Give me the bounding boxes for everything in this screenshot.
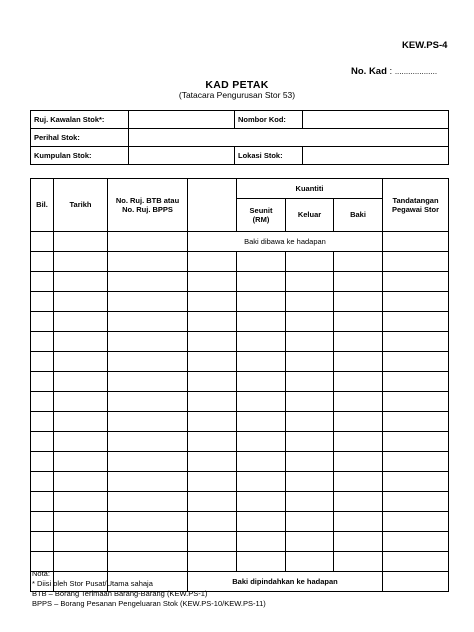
- table-cell[interactable]: [54, 452, 108, 472]
- table-cell[interactable]: [237, 392, 286, 412]
- table-cell[interactable]: [108, 252, 188, 272]
- note-line: BPPS – Borang Pesanan Pengeluaran Stok (KEW.PS-10/KEW.PS-11): [32, 599, 266, 608]
- seunit-header: [237, 199, 286, 232]
- blank-header-cell: [188, 179, 237, 232]
- table-cell[interactable]: [31, 352, 54, 372]
- page-title: KAD PETAK: [205, 79, 269, 91]
- table-cell[interactable]: [31, 432, 54, 452]
- table-cell[interactable]: [286, 432, 334, 452]
- table-cell[interactable]: [108, 372, 188, 392]
- table-row: [31, 372, 449, 392]
- table-cell[interactable]: [286, 472, 334, 492]
- table-cell[interactable]: [54, 412, 108, 432]
- stock-ledger-table: [30, 178, 449, 592]
- kad-number-row: [351, 66, 437, 77]
- table-cell[interactable]: [286, 352, 334, 372]
- tandatangan-cell[interactable]: [383, 572, 449, 592]
- table-cell[interactable]: [383, 492, 449, 512]
- kad-number-field[interactable]: ...................: [394, 67, 438, 76]
- table-cell[interactable]: [237, 432, 286, 452]
- no-ruj-header-line1: No. Ruj. BTB atau: [115, 195, 180, 205]
- table-cell[interactable]: [188, 252, 237, 272]
- lokasi-stok-field[interactable]: [303, 147, 449, 165]
- table-cell[interactable]: [188, 332, 237, 352]
- table-cell[interactable]: [237, 252, 286, 272]
- table-cell[interactable]: [54, 432, 108, 452]
- kumpulan-stok-field[interactable]: [129, 147, 235, 165]
- table-cell[interactable]: [54, 332, 108, 352]
- table-cell[interactable]: [383, 532, 449, 552]
- table-cell[interactable]: [237, 292, 286, 312]
- table-cell[interactable]: [383, 392, 449, 412]
- table-cell[interactable]: [237, 472, 286, 492]
- bil-cell[interactable]: [31, 232, 54, 252]
- table-cell[interactable]: [383, 252, 449, 272]
- tandatangan-header-line1: Tandatangan: [392, 195, 439, 205]
- ruj-kawalan-stok-label: Ruj. Kawalan Stok*:: [31, 111, 129, 129]
- kuantiti-header: Kuantiti: [237, 179, 383, 199]
- table-cell[interactable]: [334, 312, 383, 332]
- table-cell[interactable]: [31, 472, 54, 492]
- table-cell[interactable]: [286, 332, 334, 352]
- baki-dipindahkan-row-label: Baki dipindahkan ke hadapan: [188, 572, 383, 592]
- table-cell[interactable]: [108, 292, 188, 312]
- stock-info-table: [30, 110, 449, 165]
- table-cell[interactable]: [383, 452, 449, 472]
- table-cell[interactable]: [31, 372, 54, 392]
- table-cell[interactable]: [286, 392, 334, 412]
- table-cell[interactable]: [31, 252, 54, 272]
- table-cell[interactable]: [286, 272, 334, 292]
- table-cell[interactable]: [286, 312, 334, 332]
- table-cell[interactable]: [286, 452, 334, 472]
- lokasi-stok-label: Lokasi Stok:: [235, 147, 303, 165]
- table-cell[interactable]: [54, 472, 108, 492]
- table-cell[interactable]: [188, 372, 237, 392]
- table-cell[interactable]: [188, 532, 237, 552]
- note-line: BTB – Borang Terimaan Barang-Barang (KEW.PS-1): [32, 589, 208, 598]
- table-cell[interactable]: [237, 312, 286, 332]
- table-cell[interactable]: [54, 392, 108, 412]
- table-cell[interactable]: [31, 312, 54, 332]
- kad-number-label: No. Kad: [351, 66, 387, 77]
- tandatangan-header: [383, 179, 449, 232]
- table-cell[interactable]: [237, 512, 286, 532]
- tandatangan-header-line2: Pegawai Stor: [391, 205, 440, 214]
- table-cell[interactable]: [108, 312, 188, 332]
- table-cell[interactable]: [383, 412, 449, 432]
- table-cell[interactable]: [54, 252, 108, 272]
- table-cell[interactable]: [188, 512, 237, 532]
- table-cell[interactable]: [31, 392, 54, 412]
- table-cell[interactable]: [286, 252, 334, 272]
- no-ruj-header: [108, 179, 188, 232]
- table-cell[interactable]: [334, 352, 383, 372]
- table-cell[interactable]: [54, 312, 108, 332]
- seunit-header-line1: Seunit: [249, 205, 273, 215]
- table-cell[interactable]: [188, 452, 237, 472]
- table-cell[interactable]: [188, 352, 237, 372]
- tarikh-header: Tarikh: [54, 179, 108, 232]
- table-cell[interactable]: [383, 432, 449, 452]
- note-line: * Diisi oleh Stor Pusat/Utama sahaja: [32, 579, 153, 588]
- table-cell[interactable]: [383, 372, 449, 392]
- table-cell[interactable]: [54, 512, 108, 532]
- table-cell[interactable]: [108, 272, 188, 292]
- table-cell[interactable]: [237, 372, 286, 392]
- table-cell[interactable]: [286, 552, 334, 572]
- table-cell[interactable]: [286, 532, 334, 552]
- table-cell[interactable]: [54, 272, 108, 292]
- table-row: [31, 272, 449, 292]
- kumpulan-stok-label: Kumpulan Stok:: [31, 147, 129, 165]
- table-row: [31, 352, 449, 372]
- ruj-kawalan-stok-field[interactable]: [129, 111, 235, 129]
- table-cell[interactable]: [334, 432, 383, 452]
- table-row: [31, 492, 449, 512]
- table-cell[interactable]: [108, 492, 188, 512]
- table-cell[interactable]: [188, 312, 237, 332]
- table-cell[interactable]: [54, 492, 108, 512]
- table-cell[interactable]: [286, 492, 334, 512]
- table-cell[interactable]: [334, 272, 383, 292]
- table-row: [31, 452, 449, 472]
- bil-header: Bil.: [31, 179, 54, 232]
- perihal-stok-field[interactable]: [129, 129, 449, 147]
- table-cell[interactable]: [108, 452, 188, 472]
- table-cell[interactable]: [31, 332, 54, 352]
- table-cell[interactable]: [383, 552, 449, 572]
- table-cell[interactable]: [31, 532, 54, 552]
- table-cell[interactable]: [188, 432, 237, 452]
- table-cell[interactable]: [188, 272, 237, 292]
- table-cell[interactable]: [334, 252, 383, 272]
- tarikh-cell[interactable]: [54, 232, 108, 252]
- table-cell[interactable]: [286, 372, 334, 392]
- table-cell[interactable]: [383, 472, 449, 492]
- tandatangan-cell[interactable]: [383, 232, 449, 252]
- table-cell[interactable]: [383, 352, 449, 372]
- table-cell[interactable]: [286, 292, 334, 312]
- table-cell[interactable]: [237, 412, 286, 432]
- table-row: [31, 532, 449, 552]
- table-cell[interactable]: [54, 352, 108, 372]
- table-cell[interactable]: [188, 492, 237, 512]
- table-cell[interactable]: [31, 512, 54, 532]
- table-row: [31, 332, 449, 352]
- table-cell[interactable]: [334, 532, 383, 552]
- table-cell[interactable]: [334, 492, 383, 512]
- table-cell[interactable]: [31, 412, 54, 432]
- table-cell[interactable]: [188, 412, 237, 432]
- table-cell[interactable]: [108, 332, 188, 352]
- notes-section: [32, 569, 266, 609]
- table-cell[interactable]: [108, 412, 188, 432]
- table-cell[interactable]: [383, 272, 449, 292]
- kad-number-colon: :: [389, 66, 393, 77]
- table-cell[interactable]: [383, 292, 449, 312]
- table-cell[interactable]: [108, 432, 188, 452]
- table-cell[interactable]: [31, 292, 54, 312]
- table-cell[interactable]: [286, 512, 334, 532]
- table-cell[interactable]: [108, 472, 188, 492]
- table-cell[interactable]: [383, 332, 449, 352]
- table-cell[interactable]: [334, 372, 383, 392]
- table-cell[interactable]: [334, 292, 383, 312]
- table-cell[interactable]: [188, 392, 237, 412]
- table-cell[interactable]: [188, 292, 237, 312]
- table-row: [31, 512, 449, 532]
- table-cell[interactable]: [237, 532, 286, 552]
- baki-header: Baki: [334, 199, 383, 232]
- table-cell[interactable]: [383, 512, 449, 532]
- seunit-header-line2: (RM): [252, 215, 270, 224]
- baki-dibawa-row-label: Baki dibawa ke hadapan: [188, 232, 383, 252]
- table-row: [31, 292, 449, 312]
- table-cell[interactable]: [237, 492, 286, 512]
- table-cell[interactable]: [31, 492, 54, 512]
- table-cell[interactable]: [54, 532, 108, 552]
- table-row: [31, 432, 449, 452]
- no-ruj-header-line2: No. Ruj. BPPS: [122, 205, 173, 214]
- table-cell[interactable]: [108, 512, 188, 532]
- table-row: [31, 392, 449, 412]
- table-cell[interactable]: [54, 292, 108, 312]
- table-cell[interactable]: [334, 472, 383, 492]
- table-cell[interactable]: [383, 312, 449, 332]
- page-subtitle: (Tatacara Pengurusan Stor 53): [178, 90, 296, 100]
- table-cell[interactable]: [108, 532, 188, 552]
- table-cell[interactable]: [334, 392, 383, 412]
- table-row: [31, 312, 449, 332]
- nombor-kod-label: Nombor Kod:: [235, 111, 303, 129]
- table-cell[interactable]: [334, 332, 383, 352]
- table-cell[interactable]: [237, 452, 286, 472]
- table-cell[interactable]: [237, 352, 286, 372]
- table-cell[interactable]: [108, 392, 188, 412]
- table-row: [31, 252, 449, 272]
- table-cell[interactable]: [237, 332, 286, 352]
- table-cell[interactable]: [334, 512, 383, 532]
- nombor-kod-field[interactable]: [303, 111, 449, 129]
- table-cell[interactable]: [237, 272, 286, 292]
- table-cell[interactable]: [31, 452, 54, 472]
- table-row: [31, 472, 449, 492]
- table-row: [31, 412, 449, 432]
- table-cell[interactable]: [108, 352, 188, 372]
- keluar-header: Keluar: [286, 199, 334, 232]
- table-cell[interactable]: [188, 472, 237, 492]
- table-row: [31, 232, 449, 252]
- table-cell[interactable]: [334, 552, 383, 572]
- table-cell[interactable]: [334, 412, 383, 432]
- table-cell[interactable]: [286, 412, 334, 432]
- perihal-stok-label: Perihal Stok:: [31, 129, 129, 147]
- no-ruj-cell[interactable]: [108, 232, 188, 252]
- notes-title: Nota:: [32, 569, 50, 578]
- table-cell[interactable]: [334, 452, 383, 472]
- table-cell[interactable]: [54, 372, 108, 392]
- table-cell[interactable]: [31, 272, 54, 292]
- form-code: KEW.PS-4: [402, 40, 448, 51]
